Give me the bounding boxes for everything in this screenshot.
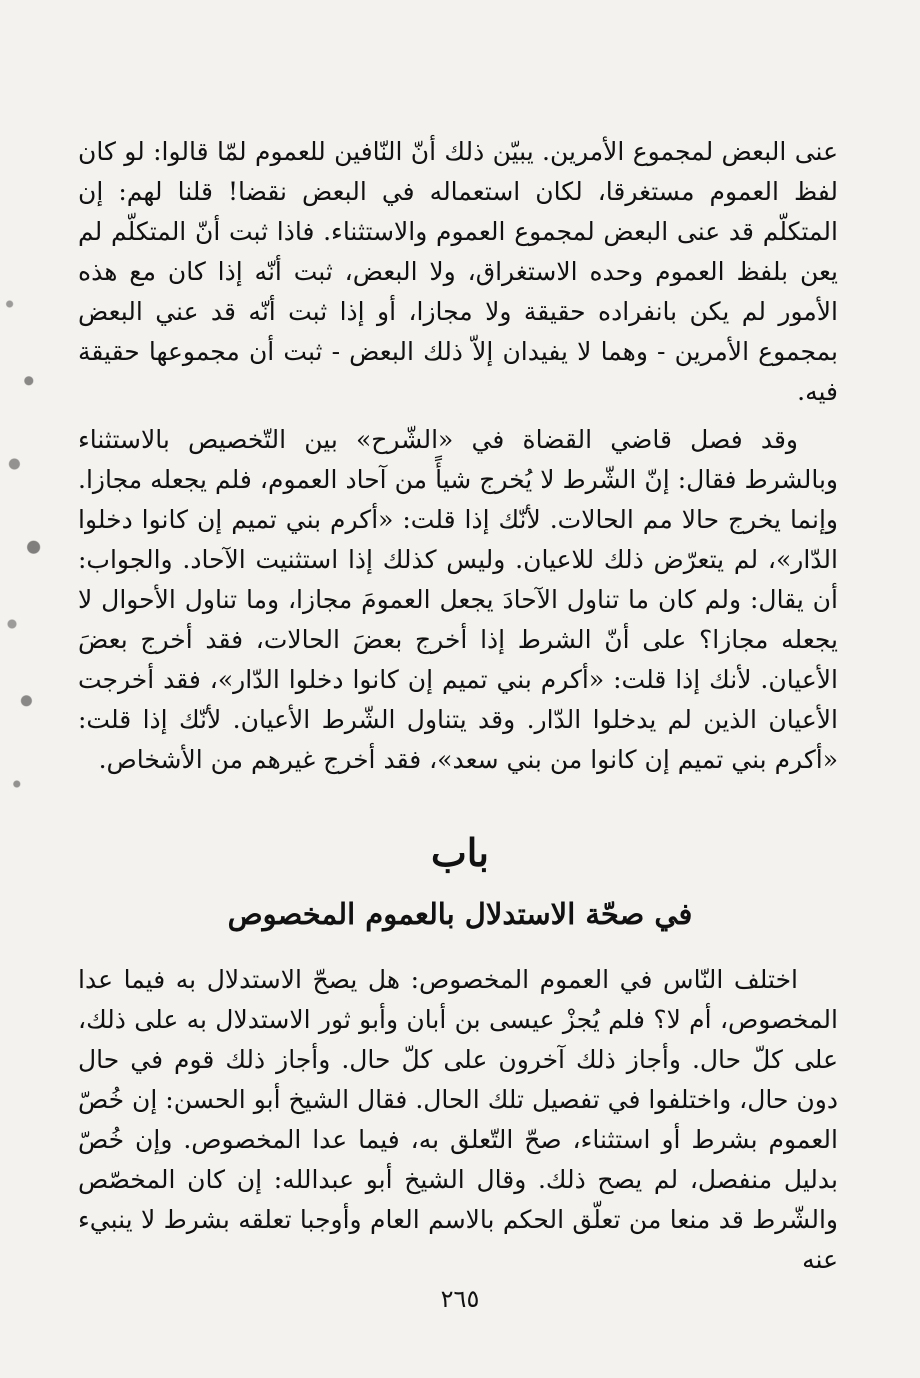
paragraph-3: اختلف النّاس في العموم المخصوص: هل يصحّ الاستدلال به فيما عدا المخصوص، أم لا؟ فلم يُجزْ عيسى بن أبان وأبو ثور الاستدلال به على ذلك، على كلّ حال. وأجاز ذلك آخرون على كلّ حال. وأجاز ذلك قوم في حال دون حال، واختلفوا في تفصيل تلك الحال. فقال الشيخ أبو الحسن: إن خُصّ العموم بشرط أو استثناء، صحّ التّعلق به، فيما عدا المخصوص. وإن خُصّ بدليل منفصل، لم يصح ذلك. وقال الشيخ أبو عبدالله: إن كان المخصّص والشّرط قد منعا من تعلّق الحكم بالاسم العام وأوجبا تعلقه بشرط لا ينبيء عنه [78,965,838,1274]
paragraph-2-block [78,420,838,780]
paragraph-1: عنى البعض لمجموع الأمرين. يبيّن ذلك أنّ النّافين للعموم لمّا قالوا: لو كان لفظ العموم مستغرقا، لكان استعماله في البعض نقضا! قلنا لهم: إن المتكلّم قد عنى البعض لمجموع العموم والاستثناء. فاذا ثبت أنّ المتكلّم لم يعن بلفظ العموم وحده الاستغراق، ولا البعض، ثبت أنّه إذا كان مع هذه الأمور لم يكن بانفراده حقيقة ولا مجازا، أو إذا ثبت أنّه قد عني البعض بمجموع الأمرين - وهما لا يفيدان إلاّ ذلك البعض - ثبت أن مجموعها حقيقة فيه. [78,137,838,406]
paragraph-2: وقد فصل قاضي القضاة في «الشّرح» بين التّخصيص بالاستثناء وبالشرط فقال: إنّ الشّرط لا يُخرج شيأً من آحاد العموم، فلم يجعله مجازا. وإنما يخرج حالا مم الحالات. لأنّك إذا قلت: «أكرم بني تميم إن كانوا دخلوا الدّار»، لم يتعرّض ذلك للاعيان. وليس كذلك إذا استثنيت الآحاد. والجواب: أن يقال: ولم كان ما تناول الآحادَ يجعل العمومَ مجازا، وما تناول الأحوال لا يجعله مجازا؟ على أنّ الشرط إذا أخرج بعضَ الحالات، فقد أخرج بعضَ الأعيان. لأنك إذا قلت: «أكرم بني تميم إن كانوا دخلوا الدّار»، فقد أخرجت الأعيان الذين لم يدخلوا الدّار. وقد يتناول الشّرط الأعيان. لأنّك إذا قلت: «أكرم بني تميم إن كانوا من بني سعد»، فقد أخرج غيرهم من الأشخاص. [78,425,838,774]
paragraph-3-block [78,960,838,1280]
chapter-title: في صحّة الاستدلال بالعموم المخصوص [227,897,693,931]
chapter-heading: باب [431,830,489,875]
scan-speckle-decoration [0,240,48,880]
page-number: ٢٦٥ [440,1285,480,1313]
paragraph-1-block [78,132,838,412]
